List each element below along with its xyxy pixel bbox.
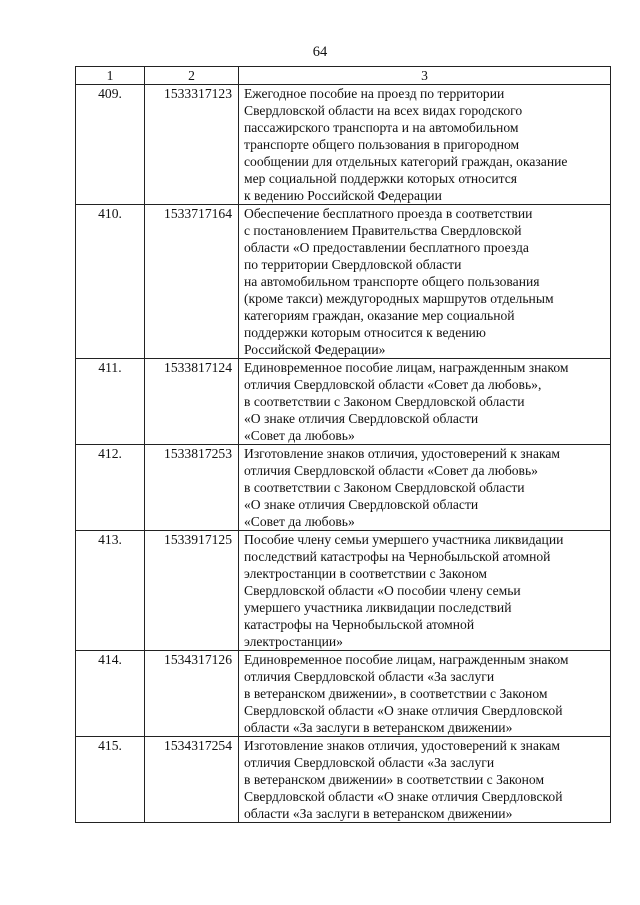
table-row [76,85,611,205]
row-code: 1533317123 [145,85,239,205]
row-code: 1534317126 [145,651,239,737]
table-row [76,359,611,445]
row-number: 412. [76,445,145,531]
row-description: Пособие члену семьи умершего участника ликвидации последствий катастрофы на Чернобыльской атомной электростанции в соответствии с Законом Свердловской области «О пособии члену семьи умершего участника ликвидации последствий катастрофы на Чернобыльской атомной электростанции» [239,531,611,651]
table-row [76,737,611,823]
row-number: 415. [76,737,145,823]
row-number: 413. [76,531,145,651]
row-code: 1533717164 [145,205,239,359]
row-description: Изготовление знаков отличия, удостоверений к знакам отличия Свердловской области «За заслуги в ветеранском движении» в соответствии с Законом Свердловской области «О знаке отличия Свердловской области «За заслуги в ветеранском движении» [239,737,611,823]
row-description: Ежегодное пособие на проезд по территории Свердловской области на всех видах городского пассажирского транспорта и на автомобильном транспорте общего пользования в пригородном сообщении для отдельных категорий граждан, оказание мер социальной поддержки которых относится к ведению Российской Федерации [239,85,611,205]
row-number: 409. [76,85,145,205]
row-description: Единовременное пособие лицам, награжденным знаком отличия Свердловской области «Совет да любовь», в соответствии с Законом Свердловской области «О знаке отличия Свердловской области «Совет да любовь» [239,359,611,445]
row-code: 1533817124 [145,359,239,445]
page-number: 64 [312,44,328,60]
budget-codes-table [75,66,611,823]
row-code: 1533817253 [145,445,239,531]
table-row [76,205,611,359]
table-header-row [76,67,611,85]
row-number: 410. [76,205,145,359]
table-row [76,651,611,737]
row-number: 411. [76,359,145,445]
row-number: 414. [76,651,145,737]
column-header-2: 2 [145,67,239,85]
row-description: Обеспечение бесплатного проезда в соответствии с постановлением Правительства Свердловской области «О предоставлении бесплатного проезда по территории Свердловской области на автомобильном транспорте общего пользования (кроме такси) междугородных маршрутов отдельным категориям граждан, оказание мер социальной поддержки которым относится к ведению Российской Федерации» [239,205,611,359]
row-code: 1533917125 [145,531,239,651]
column-header-3: 3 [239,67,611,85]
column-header-1: 1 [76,67,145,85]
table-row [76,445,611,531]
row-description: Единовременное пособие лицам, награжденным знаком отличия Свердловской области «За заслуги в ветеранском движении», в соответствии с Законом Свердловской области «О знаке отличия Свердловской области «За заслуги в ветеранском движении» [239,651,611,737]
row-code: 1534317254 [145,737,239,823]
row-description: Изготовление знаков отличия, удостоверений к знакам отличия Свердловской области «Совет да любовь» в соответствии с Законом Свердловской области «О знаке отличия Свердловской области «Совет да любовь» [239,445,611,531]
table-row [76,531,611,651]
